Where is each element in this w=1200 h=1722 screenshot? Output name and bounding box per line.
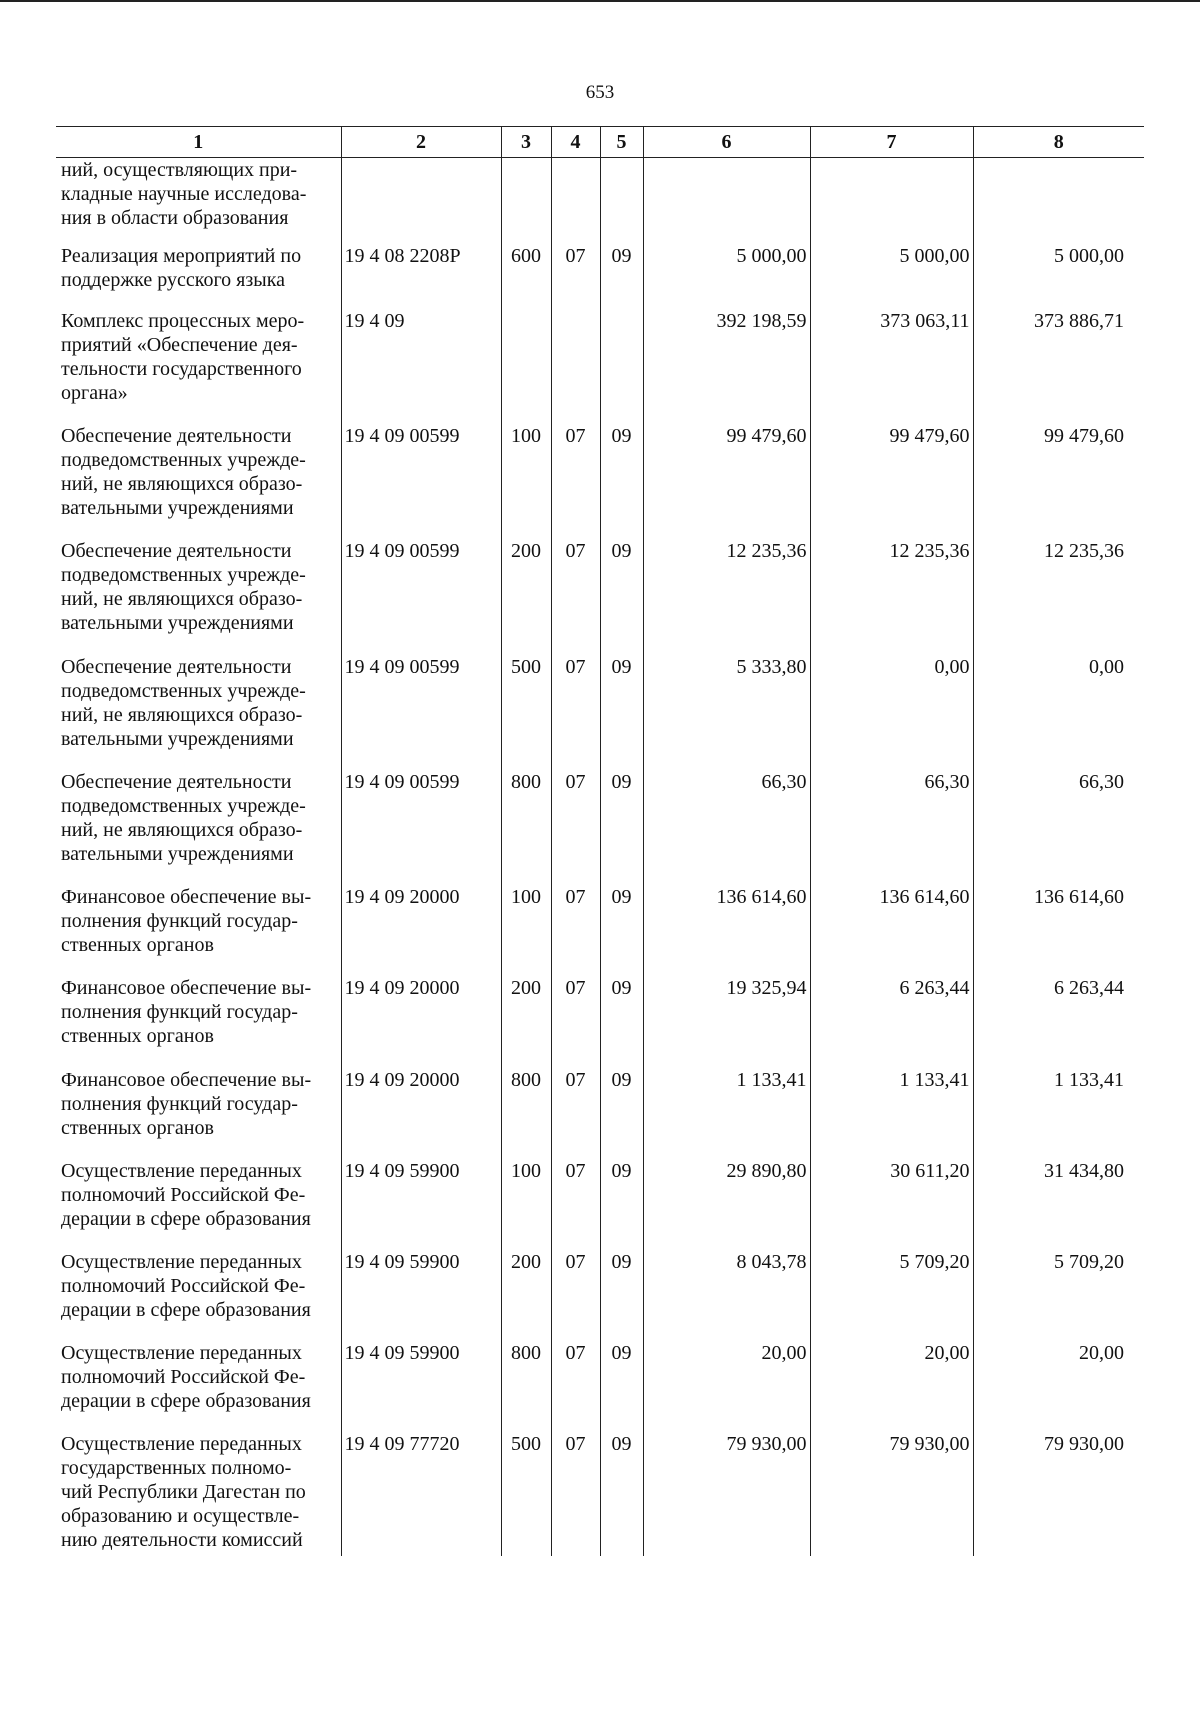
expense-type: 100 <box>501 1159 551 1250</box>
amount-column-7: 6 263,44 <box>810 976 973 1068</box>
expense-type: 800 <box>501 1068 551 1159</box>
description-line: чий Республики Дагестан по <box>61 1480 306 1503</box>
description-line: вательными учреждениями <box>61 727 294 750</box>
description-line: дерации в сфере образования <box>61 1389 311 1412</box>
amount-column-7: 5 709,20 <box>810 1250 973 1341</box>
subsection-code: 09 <box>600 1159 643 1250</box>
subsection-code: 09 <box>600 1250 643 1341</box>
description-line: вательными учреждениями <box>61 611 294 634</box>
table-row <box>56 309 1144 424</box>
budget-code: 19 4 09 59900 <box>341 1341 501 1432</box>
row-description <box>56 1068 341 1159</box>
column-header-5: 5 <box>600 127 643 158</box>
amount-column-8: 373 886,71 <box>973 309 1144 424</box>
table-row <box>56 770 1144 885</box>
section-code: 07 <box>551 655 600 770</box>
budget-code: 19 4 09 20000 <box>341 1068 501 1159</box>
description-line: кладные научные исследова- <box>61 183 307 205</box>
description-line: полнения функций государ- <box>61 1092 298 1115</box>
amount-column-7: 79 930,00 <box>810 1432 973 1556</box>
amount-column-8 <box>973 158 1144 244</box>
description-line: ния в области образования <box>61 207 289 229</box>
description-line: Обеспечение деятельности <box>61 655 292 678</box>
expense-type: 500 <box>501 655 551 770</box>
page-number: 653 <box>585 82 615 103</box>
description-line: подведомственных учрежде- <box>61 448 306 471</box>
amount-column-6: 392 198,59 <box>643 309 810 424</box>
table-row <box>56 1068 1144 1159</box>
row-description <box>56 244 341 309</box>
column-header-2: 2 <box>341 127 501 158</box>
row-description <box>56 1341 341 1432</box>
description-line: Финансовое обеспечение вы- <box>61 976 312 999</box>
section-code: 07 <box>551 1068 600 1159</box>
amount-column-6: 19 325,94 <box>643 976 810 1068</box>
column-header-3: 3 <box>501 127 551 158</box>
amount-column-8: 12 235,36 <box>973 539 1144 655</box>
description-line: Реализация мероприятий по <box>61 244 302 267</box>
budget-code: 19 4 09 20000 <box>341 976 501 1068</box>
description-line: ственных органов <box>61 1024 214 1047</box>
section-code: 07 <box>551 1432 600 1556</box>
description-line: Обеспечение деятельности <box>61 539 292 562</box>
description-line: Обеспечение деятельности <box>61 770 292 793</box>
description-line: Осуществление переданных <box>61 1250 302 1273</box>
table-row <box>56 424 1144 539</box>
description-line: подведомственных учрежде- <box>61 794 306 817</box>
description-line: дерации в сфере образования <box>61 1207 311 1230</box>
table-row <box>56 244 1144 309</box>
subsection-code: 09 <box>600 1432 643 1556</box>
description-line: Осуществление переданных <box>61 1432 302 1455</box>
amount-column-7: 99 479,60 <box>810 424 973 539</box>
description-line: Финансовое обеспечение вы- <box>61 1068 312 1091</box>
description-line: полнения функций государ- <box>61 1000 298 1023</box>
row-description <box>56 885 341 976</box>
amount-column-8: 66,30 <box>973 770 1144 885</box>
expense-type <box>501 309 551 424</box>
table-row <box>56 655 1144 770</box>
expense-type: 200 <box>501 976 551 1068</box>
row-description <box>56 158 341 244</box>
description-line: тельности государственного <box>61 357 302 380</box>
section-code: 07 <box>551 1341 600 1432</box>
row-description <box>56 655 341 770</box>
description-line: ний, не являющихся образо- <box>61 472 303 495</box>
expense-type: 800 <box>501 1341 551 1432</box>
table-body <box>56 158 1144 1556</box>
amount-column-6: 29 890,80 <box>643 1159 810 1250</box>
expense-type: 200 <box>501 1250 551 1341</box>
column-header-4: 4 <box>551 127 600 158</box>
description-line: Осуществление переданных <box>61 1159 302 1182</box>
amount-column-7: 30 611,20 <box>810 1159 973 1250</box>
expense-type: 600 <box>501 244 551 309</box>
amount-column-7: 373 063,11 <box>810 309 973 424</box>
description-line: полномочий Российской Фе- <box>61 1274 306 1297</box>
budget-code: 19 4 09 00599 <box>341 424 501 539</box>
amount-column-8: 79 930,00 <box>973 1432 1144 1556</box>
table-row <box>56 885 1144 976</box>
description-line: ний, не являющихся образо- <box>61 587 303 610</box>
table-row <box>56 1341 1144 1432</box>
amount-column-8: 6 263,44 <box>973 976 1144 1068</box>
amount-column-6: 66,30 <box>643 770 810 885</box>
amount-column-8: 1 133,41 <box>973 1068 1144 1159</box>
row-description <box>56 424 341 539</box>
amount-column-8: 99 479,60 <box>973 424 1144 539</box>
column-header-7: 7 <box>810 127 973 158</box>
amount-column-7 <box>810 158 973 244</box>
expense-type <box>501 158 551 244</box>
section-code: 07 <box>551 770 600 885</box>
section-code: 07 <box>551 885 600 976</box>
description-line: полномочий Российской Фе- <box>61 1183 306 1206</box>
description-line: вательными учреждениями <box>61 842 294 865</box>
section-code: 07 <box>551 1250 600 1341</box>
row-description <box>56 539 341 655</box>
description-line: вательными учреждениями <box>61 496 294 519</box>
description-line: ственных органов <box>61 1116 214 1139</box>
subsection-code: 09 <box>600 770 643 885</box>
description-line: нию деятельности комиссий <box>61 1528 303 1551</box>
row-description <box>56 770 341 885</box>
description-line: подведомственных учрежде- <box>61 563 306 586</box>
expense-type: 500 <box>501 1432 551 1556</box>
budget-code: 19 4 09 59900 <box>341 1250 501 1341</box>
page-top-edge <box>0 0 1200 2</box>
column-header-6: 6 <box>643 127 810 158</box>
amount-column-7: 20,00 <box>810 1341 973 1432</box>
amount-column-7: 12 235,36 <box>810 539 973 655</box>
row-description <box>56 1432 341 1556</box>
amount-column-7: 0,00 <box>810 655 973 770</box>
amount-column-6: 99 479,60 <box>643 424 810 539</box>
description-line: ний, не являющихся образо- <box>61 818 303 841</box>
subsection-code: 09 <box>600 1341 643 1432</box>
budget-code: 19 4 09 00599 <box>341 539 501 655</box>
subsection-code: 09 <box>600 539 643 655</box>
column-header-8: 8 <box>973 127 1144 158</box>
amount-column-7: 136 614,60 <box>810 885 973 976</box>
amount-column-6 <box>643 158 810 244</box>
description-line: государственных полномо- <box>61 1456 292 1479</box>
expense-type: 200 <box>501 539 551 655</box>
amount-column-6: 79 930,00 <box>643 1432 810 1556</box>
table-row <box>56 976 1144 1068</box>
table-row <box>56 1159 1144 1250</box>
description-line: Обеспечение деятельности <box>61 424 292 447</box>
section-code <box>551 158 600 244</box>
description-line: Комплекс процессных меро- <box>61 309 305 332</box>
budget-code: 19 4 09 00599 <box>341 655 501 770</box>
row-description <box>56 309 341 424</box>
description-line: Осуществление переданных <box>61 1341 302 1364</box>
budget-code: 19 4 08 2208Р <box>341 244 501 309</box>
description-line: ний, осуществляющих при- <box>61 159 298 181</box>
expense-type: 800 <box>501 770 551 885</box>
amount-column-6: 12 235,36 <box>643 539 810 655</box>
section-code: 07 <box>551 424 600 539</box>
section-code <box>551 309 600 424</box>
subsection-code <box>600 309 643 424</box>
budget-code: 19 4 09 59900 <box>341 1159 501 1250</box>
description-line: полнения функций государ- <box>61 909 298 932</box>
subsection-code: 09 <box>600 976 643 1068</box>
table-header-row <box>56 127 1144 158</box>
column-header-1: 1 <box>56 127 341 158</box>
amount-column-8: 5 000,00 <box>973 244 1144 309</box>
budget-code: 19 4 09 00599 <box>341 770 501 885</box>
table-row <box>56 1432 1144 1556</box>
description-line: ний, не являющихся образо- <box>61 703 303 726</box>
amount-column-8: 20,00 <box>973 1341 1144 1432</box>
description-line: приятий «Обеспечение дея- <box>61 333 298 356</box>
amount-column-6: 1 133,41 <box>643 1068 810 1159</box>
amount-column-6: 5 000,00 <box>643 244 810 309</box>
subsection-code: 09 <box>600 655 643 770</box>
budget-code: 19 4 09 <box>341 309 501 424</box>
amount-column-8: 5 709,20 <box>973 1250 1144 1341</box>
subsection-code: 09 <box>600 244 643 309</box>
section-code: 07 <box>551 1159 600 1250</box>
description-line: органа» <box>61 381 128 404</box>
amount-column-8: 136 614,60 <box>973 885 1144 976</box>
subsection-code: 09 <box>600 1068 643 1159</box>
amount-column-6: 20,00 <box>643 1341 810 1432</box>
amount-column-6: 8 043,78 <box>643 1250 810 1341</box>
table-row <box>56 1250 1144 1341</box>
expense-type: 100 <box>501 885 551 976</box>
section-code: 07 <box>551 244 600 309</box>
description-line: дерации в сфере образования <box>61 1298 311 1321</box>
row-description <box>56 1159 341 1250</box>
subsection-code: 09 <box>600 424 643 539</box>
budget-code: 19 4 09 20000 <box>341 885 501 976</box>
amount-column-7: 66,30 <box>810 770 973 885</box>
amount-column-6: 5 333,80 <box>643 655 810 770</box>
subsection-code <box>600 158 643 244</box>
row-description <box>56 976 341 1068</box>
amount-column-7: 1 133,41 <box>810 1068 973 1159</box>
section-code: 07 <box>551 539 600 655</box>
amount-column-8: 31 434,80 <box>973 1159 1144 1250</box>
description-line: Финансовое обеспечение вы- <box>61 885 312 908</box>
table-row <box>56 158 1144 244</box>
description-line: полномочий Российской Фе- <box>61 1365 306 1388</box>
subsection-code: 09 <box>600 885 643 976</box>
amount-column-6: 136 614,60 <box>643 885 810 976</box>
amount-column-7: 5 000,00 <box>810 244 973 309</box>
row-description <box>56 1250 341 1341</box>
expense-type: 100 <box>501 424 551 539</box>
budget-code: 19 4 09 77720 <box>341 1432 501 1556</box>
table-row <box>56 539 1144 655</box>
description-line: подведомственных учрежде- <box>61 679 306 702</box>
description-line: поддержке русского языка <box>61 268 285 291</box>
section-code: 07 <box>551 976 600 1068</box>
budget-code <box>341 158 501 244</box>
description-line: ственных органов <box>61 933 214 956</box>
amount-column-8: 0,00 <box>973 655 1144 770</box>
budget-table <box>56 126 1144 1556</box>
description-line: образованию и осуществле- <box>61 1504 300 1527</box>
